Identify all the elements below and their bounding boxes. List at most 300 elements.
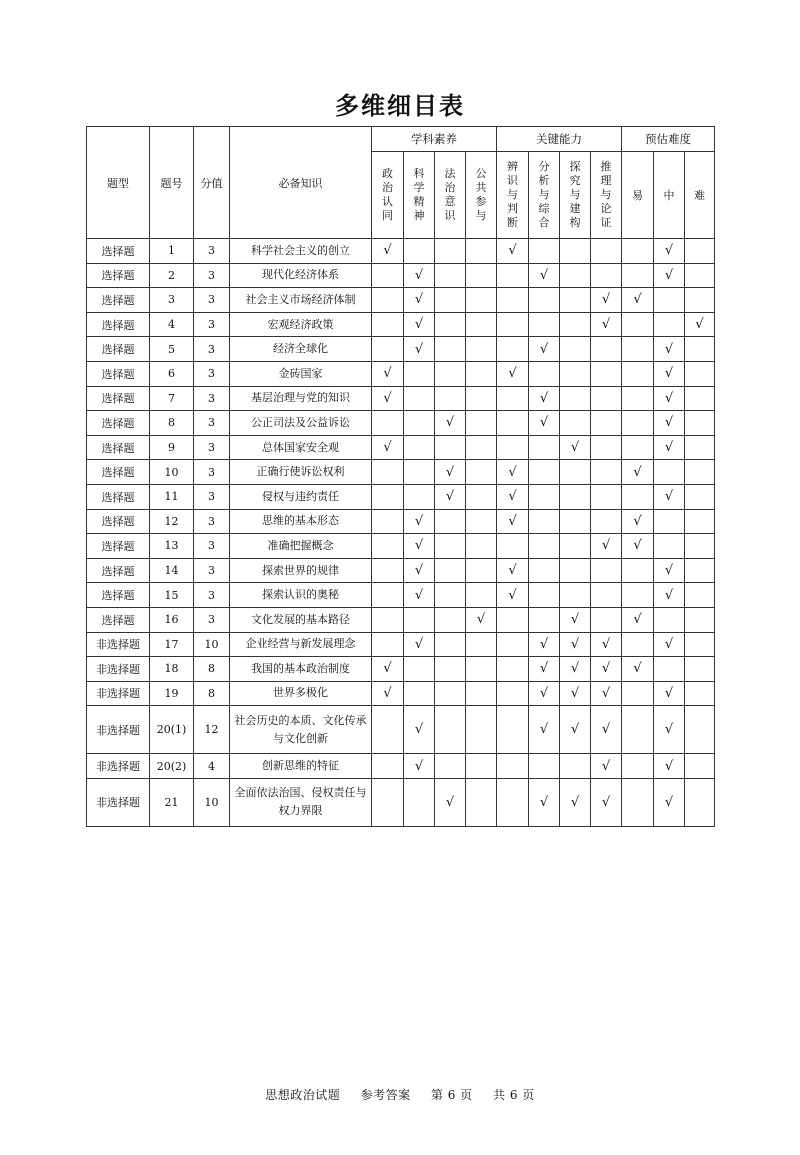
table-row [87,312,715,337]
check-mark: √ [601,794,611,810]
check-cell [685,706,715,754]
check-cell [685,754,715,779]
check-cell [404,509,435,534]
check-cell [404,263,435,288]
check-mark: √ [508,243,517,259]
check-mark: √ [414,267,424,283]
check-cell [529,239,560,264]
footer-subject: 思想政治试题 [265,1088,341,1102]
check-cell [372,337,404,362]
check-cell [466,607,497,632]
cell-score: 3 [194,583,230,608]
table-row [87,681,715,706]
cell-qtype: 选择题 [87,460,150,485]
header-sub-label: 探 究 与 建 构 [569,160,581,229]
check-cell [622,778,654,826]
check-cell [372,239,404,264]
check-cell [372,361,404,386]
check-mark: √ [414,513,424,529]
header-difficulty-0: 易 [622,152,654,239]
check-cell [435,361,466,386]
check-cell [404,754,435,779]
table-row [87,460,715,485]
check-mark: √ [633,538,642,554]
check-cell [654,312,685,337]
cell-score: 3 [194,411,230,436]
check-cell [497,583,529,608]
check-mark: √ [601,636,611,652]
check-cell [372,778,404,826]
cell-knowledge: 现代化经济体系 [230,263,372,288]
check-cell [435,607,466,632]
check-cell [591,778,622,826]
cell-score: 4 [194,754,230,779]
check-cell [591,239,622,264]
table-row [87,361,715,386]
cell-qtype: 选择题 [87,583,150,608]
check-mark: √ [414,563,424,579]
check-cell [435,386,466,411]
cell-score: 3 [194,263,230,288]
check-cell [560,509,591,534]
check-cell [654,607,685,632]
header-difficulty-2: 难 [685,152,715,239]
check-mark: √ [633,464,642,480]
check-cell [685,534,715,559]
check-cell [591,681,622,706]
check-cell [497,706,529,754]
cell-score: 3 [194,509,230,534]
check-cell [497,681,529,706]
check-cell [591,460,622,485]
check-cell [372,386,404,411]
cell-knowledge: 侵权与违约责任 [230,484,372,509]
cell-qnum: 12 [150,509,194,534]
check-cell [404,534,435,559]
check-cell [466,288,497,313]
check-mark: √ [570,722,580,738]
check-cell [529,558,560,583]
check-cell [404,484,435,509]
check-mark: √ [570,612,580,628]
check-cell [591,558,622,583]
cell-knowledge: 企业经营与新发展理念 [230,632,372,657]
check-cell [404,657,435,682]
check-cell [654,706,685,754]
table-row [87,435,715,460]
check-mark: √ [414,317,424,333]
cell-knowledge: 全面依法治国、侵权责任与权力界限 [230,778,372,826]
check-cell [622,706,654,754]
check-cell [372,411,404,436]
check-mark: √ [633,661,642,677]
check-mark: √ [539,636,549,652]
check-cell [622,657,654,682]
check-cell [560,411,591,436]
check-mark: √ [383,390,392,406]
check-cell [497,657,529,682]
check-cell [622,361,654,386]
check-cell [497,263,529,288]
header-sub-label: 推 理 与 论 证 [600,160,612,229]
check-mark: √ [601,317,611,333]
cell-knowledge: 探索认识的奥秘 [230,583,372,608]
check-cell [466,263,497,288]
cell-qtype: 选择题 [87,337,150,362]
cell-knowledge: 社会历史的本质、文化传承与文化创新 [230,706,372,754]
check-cell [685,607,715,632]
check-cell [497,607,529,632]
check-mark: √ [414,341,424,357]
cell-score: 3 [194,607,230,632]
check-cell [622,583,654,608]
check-cell [560,312,591,337]
check-cell [404,583,435,608]
check-cell [654,484,685,509]
check-cell [435,460,466,485]
check-cell [591,534,622,559]
check-mark: √ [664,415,674,431]
check-cell [497,312,529,337]
check-cell [435,337,466,362]
check-cell [654,583,685,608]
header-sub-0 [372,152,404,239]
check-cell [466,558,497,583]
table-row [87,657,715,682]
check-cell [529,778,560,826]
check-cell [560,778,591,826]
check-cell [497,435,529,460]
header-sub-1 [404,152,435,239]
check-cell [560,239,591,264]
check-cell [435,263,466,288]
check-cell [685,337,715,362]
check-cell [529,706,560,754]
check-cell [435,411,466,436]
check-cell [560,263,591,288]
check-mark: √ [445,464,455,480]
cell-score: 3 [194,558,230,583]
check-cell [560,607,591,632]
check-cell [435,239,466,264]
check-mark: √ [570,794,580,810]
check-cell [654,386,685,411]
check-cell [622,435,654,460]
check-mark: √ [633,612,642,628]
header-sub-7 [591,152,622,239]
check-mark: √ [539,661,549,677]
cell-qnum: 1 [150,239,194,264]
check-mark: √ [508,513,517,529]
check-cell [372,288,404,313]
check-cell [404,778,435,826]
check-mark: √ [695,317,704,333]
check-cell [685,460,715,485]
check-cell [685,386,715,411]
check-cell [372,460,404,485]
check-cell [466,534,497,559]
check-cell [654,632,685,657]
check-mark: √ [664,489,674,505]
check-cell [404,632,435,657]
check-cell [466,778,497,826]
cell-qnum: 9 [150,435,194,460]
header-sub-2 [435,152,466,239]
check-cell [560,460,591,485]
check-cell [591,632,622,657]
footer-page: 第 6 页 [430,1088,473,1102]
check-cell [466,509,497,534]
check-cell [685,484,715,509]
check-cell [497,534,529,559]
cell-score: 3 [194,386,230,411]
check-mark: √ [664,440,674,456]
cell-qnum: 21 [150,778,194,826]
check-cell [497,411,529,436]
check-mark: √ [414,636,424,652]
check-cell [372,632,404,657]
check-cell [685,263,715,288]
check-cell [654,657,685,682]
cell-qtype: 选择题 [87,509,150,534]
cell-knowledge: 文化发展的基本路径 [230,607,372,632]
check-mark: √ [664,685,674,701]
check-cell [560,361,591,386]
check-cell [591,583,622,608]
check-cell [529,337,560,362]
check-cell [591,386,622,411]
check-cell [591,706,622,754]
table-row [87,558,715,583]
check-cell [622,386,654,411]
header-score: 分值 [194,127,230,239]
check-cell [435,312,466,337]
cell-qtype: 非选择题 [87,706,150,754]
header-difficulty-1: 中 [654,152,685,239]
check-mark: √ [539,685,549,701]
header-knowledge: 必备知识 [230,127,372,239]
cell-knowledge: 公正司法及公益诉讼 [230,411,372,436]
cell-qtype: 选择题 [87,607,150,632]
check-mark: √ [664,794,674,810]
check-cell [685,239,715,264]
table-row [87,411,715,436]
check-cell [435,657,466,682]
check-cell [654,754,685,779]
check-cell [622,607,654,632]
check-cell [622,632,654,657]
check-cell [372,312,404,337]
cell-qnum: 14 [150,558,194,583]
check-cell [654,558,685,583]
cell-knowledge: 正确行使诉讼权利 [230,460,372,485]
table-row [87,386,715,411]
header-sub-label: 辨 识 与 判 断 [507,160,518,229]
check-cell [560,337,591,362]
check-cell [622,681,654,706]
table-row [87,754,715,779]
check-cell [466,754,497,779]
check-cell [622,460,654,485]
footer-total: 共 6 页 [493,1088,535,1102]
check-cell [466,361,497,386]
cell-qnum: 4 [150,312,194,337]
check-cell [372,534,404,559]
cell-knowledge: 科学社会主义的创立 [230,239,372,264]
cell-qnum: 13 [150,534,194,559]
cell-score: 8 [194,657,230,682]
check-cell [622,288,654,313]
check-cell [622,411,654,436]
check-cell [404,361,435,386]
cell-qtype: 选择题 [87,558,150,583]
check-cell [497,632,529,657]
page-title: 多维细目表 [335,92,465,120]
header-sub-label: 公 共 参 与 [475,167,487,222]
check-cell [622,337,654,362]
cell-qtype: 选择题 [87,435,150,460]
check-cell [497,386,529,411]
check-cell [404,681,435,706]
check-mark: √ [445,415,455,431]
check-cell [404,558,435,583]
check-mark: √ [445,489,455,505]
cell-score: 3 [194,337,230,362]
check-cell [685,583,715,608]
check-cell [622,263,654,288]
cell-knowledge: 探索世界的规律 [230,558,372,583]
table-row [87,607,715,632]
check-cell [622,484,654,509]
cell-qtype: 非选择题 [87,657,150,682]
specification-table [86,126,715,827]
cell-qtype: 选择题 [87,411,150,436]
check-cell [685,558,715,583]
header-sub-label: 法 治 意 识 [444,167,456,222]
check-cell [435,558,466,583]
check-mark: √ [539,267,549,283]
check-cell [435,583,466,608]
check-cell [529,583,560,608]
table-row [87,288,715,313]
header-qnum: 题号 [150,127,194,239]
check-cell [560,386,591,411]
check-cell [591,411,622,436]
check-cell [404,239,435,264]
check-cell [654,361,685,386]
check-cell [497,509,529,534]
table-row [87,583,715,608]
check-cell [466,411,497,436]
check-mark: √ [508,464,517,480]
cell-qtype: 选择题 [87,484,150,509]
check-cell [466,583,497,608]
check-cell [654,778,685,826]
cell-qnum: 17 [150,632,194,657]
check-cell [497,361,529,386]
check-mark: √ [539,415,549,431]
check-cell [497,778,529,826]
check-cell [654,411,685,436]
cell-knowledge: 我国的基本政治制度 [230,657,372,682]
check-cell [435,435,466,460]
check-cell [372,484,404,509]
check-cell [466,239,497,264]
check-mark: √ [539,722,549,738]
page-footer [0,1086,800,1103]
cell-qnum: 5 [150,337,194,362]
cell-qnum: 16 [150,607,194,632]
check-cell [591,361,622,386]
check-cell [372,681,404,706]
check-mark: √ [664,587,674,603]
check-cell [685,312,715,337]
check-mark: √ [383,661,392,677]
check-cell [466,484,497,509]
check-cell [404,386,435,411]
check-mark: √ [383,366,392,382]
table-row [87,778,715,826]
check-mark: √ [539,341,549,357]
cell-knowledge: 基层治理与党的知识 [230,386,372,411]
check-mark: √ [570,636,580,652]
check-cell [685,657,715,682]
check-cell [560,706,591,754]
check-cell [560,558,591,583]
footer-answer: 参考答案 [360,1088,411,1102]
check-cell [591,337,622,362]
check-cell [435,509,466,534]
check-cell [622,509,654,534]
table-row [87,337,715,362]
check-mark: √ [664,341,674,357]
check-mark: √ [570,685,580,701]
check-mark: √ [570,440,580,456]
check-cell [685,632,715,657]
check-cell [685,361,715,386]
table-row [87,509,715,534]
check-mark: √ [570,661,580,677]
check-cell [435,706,466,754]
table-row [87,706,715,754]
cell-qtype: 选择题 [87,239,150,264]
cell-knowledge: 思维的基本形态 [230,509,372,534]
table-row [87,534,715,559]
cell-score: 3 [194,288,230,313]
cell-knowledge: 总体国家安全观 [230,435,372,460]
check-cell [497,558,529,583]
check-cell [435,288,466,313]
cell-qnum: 20(2) [150,754,194,779]
header-group-literacy: 学科素养 [372,127,497,152]
check-cell [654,288,685,313]
header-sub-label: 科 学 精 神 [413,167,425,222]
check-mark: √ [539,390,549,406]
check-mark: √ [508,587,517,603]
cell-qtype: 非选择题 [87,681,150,706]
check-mark: √ [383,243,392,259]
check-cell [591,754,622,779]
check-cell [435,534,466,559]
check-cell [529,361,560,386]
check-cell [560,632,591,657]
check-mark: √ [383,440,392,456]
check-cell [622,239,654,264]
cell-qtype: 选择题 [87,534,150,559]
header-sub-6 [560,152,591,239]
check-cell [685,411,715,436]
check-cell [466,706,497,754]
